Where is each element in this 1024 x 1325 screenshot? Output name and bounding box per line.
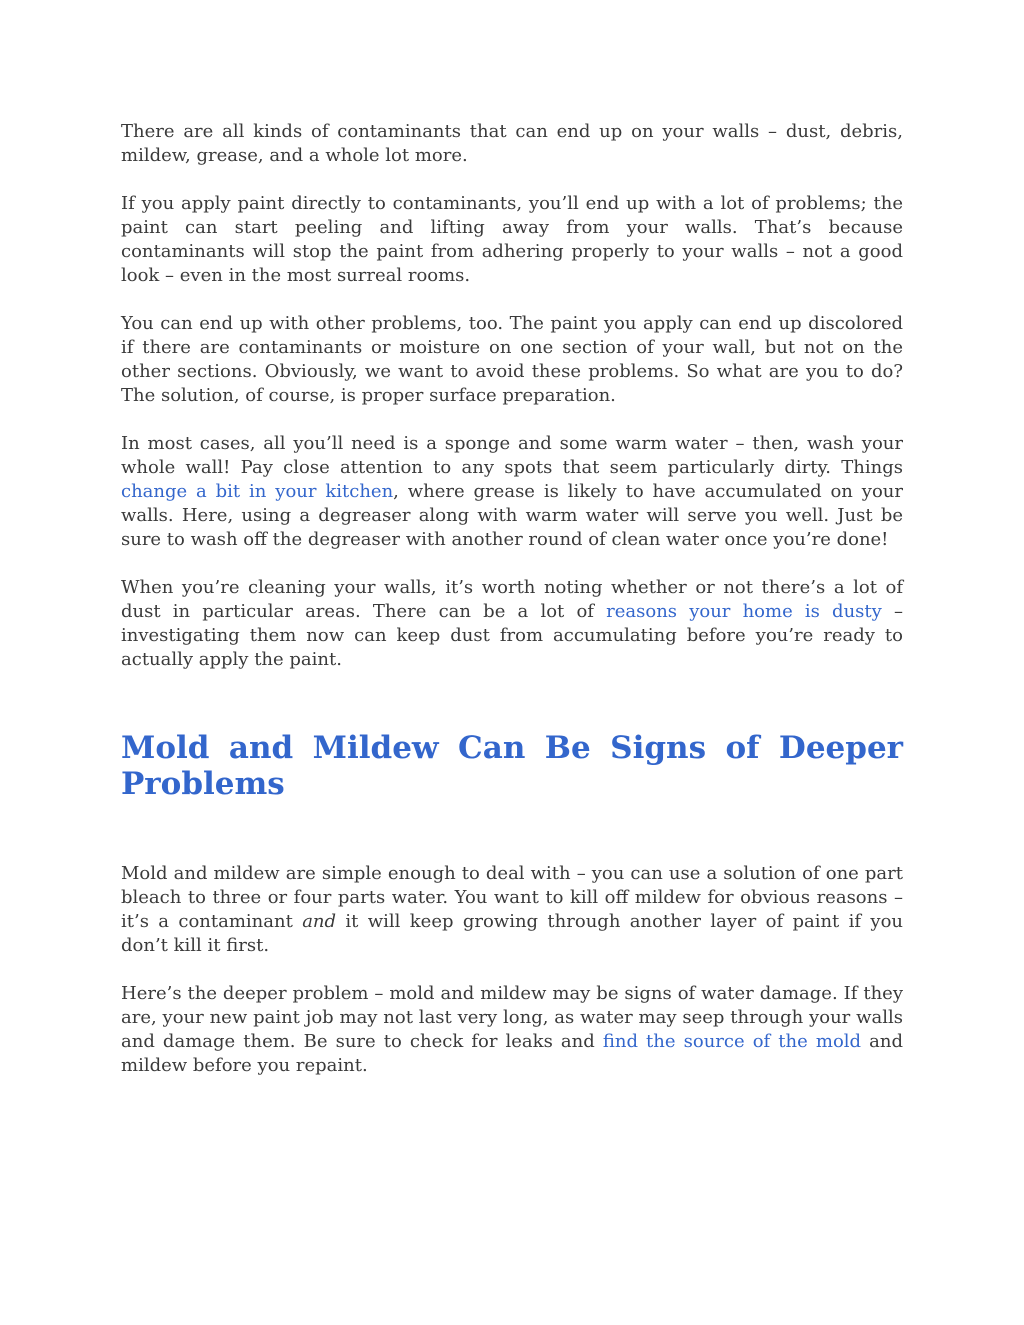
link-reasons-your-home-is-dusty[interactable]: reasons your home is dusty (606, 601, 882, 622)
paragraph-mold-text-2: it will keep growing through another layer of paint if you don’t kill it first. (121, 911, 904, 956)
paragraph-deeper-text-2: and mildew before you repaint. (121, 1031, 903, 1076)
paragraph-cleaning-text-2: , where grease is likely to have accumulated on your walls. Here, using a degreaser along with warm water will serve you well. Just be sure to wash off the degreaser with another round of clean water once you’re done! (121, 481, 903, 550)
paragraph-dust-text-1: When you’re cleaning your walls, it’s worth noting whether or not there’s a lot of dust in particular areas. There can be a lot of (121, 577, 903, 622)
paragraph-other-problems: You can end up with other problems, too. The paint you apply can end up discolored if there are contaminants or moisture on one section of your wall, but not on the other sections. Obviously, we want to avoid these problems. So what are you to do? The solution, of course, is proper surface preparation. (121, 313, 903, 406)
section-heading-mold-mildew: Mold and Mildew Can Be Signs of Deeper Problems (121, 730, 903, 802)
paragraph-mold-text-1: Mold and mildew are simple enough to deal with – you can use a solution of one part bleach to three or four parts water. You want to kill off mildew for obvious reasons – it’s a contaminant (121, 863, 903, 932)
paragraph-deeper-text-1: Here’s the deeper problem – mold and mildew may be signs of water damage. If they are, your new paint job may not last very long, as water may seep through your walls and damage them. Be sure to check for leaks and (121, 983, 903, 1052)
paragraph-dust-text-2: – investigating them now can keep dust from accumulating before you’re ready to actually apply the paint. (121, 601, 904, 670)
paragraph-contaminants-intro: There are all kinds of contaminants that can end up on your walls – dust, debris, mildew, grease, and a whole lot more. (121, 121, 903, 166)
document-page (121, 120, 903, 1102)
link-find-the-source-of-the-mold[interactable]: find the source of the mold (602, 1031, 862, 1052)
paragraph-cleaning (121, 432, 903, 552)
paragraph-dust (121, 576, 903, 672)
paragraph-mold-solution (121, 862, 903, 958)
link-change-a-bit-in-your-kitchen[interactable]: change a bit in your kitchen (121, 481, 394, 502)
paragraph-cleaning-text-1: In most cases, all you’ll need is a sponge and some warm water – then, wash your whole wall! Pay close attention to any spots that seem particularly dirty. Things (121, 433, 903, 478)
paragraph-deeper-problem (121, 982, 903, 1078)
paragraph-paint-problems: If you apply paint directly to contaminants, you’ll end up with a lot of problems; the paint can start peeling and lifting away from your walls. That’s because contaminants will stop the paint from adhering properly to your walls – not a good look – even in the most surreal rooms. (121, 193, 903, 286)
emphasis-and: and (302, 911, 337, 932)
